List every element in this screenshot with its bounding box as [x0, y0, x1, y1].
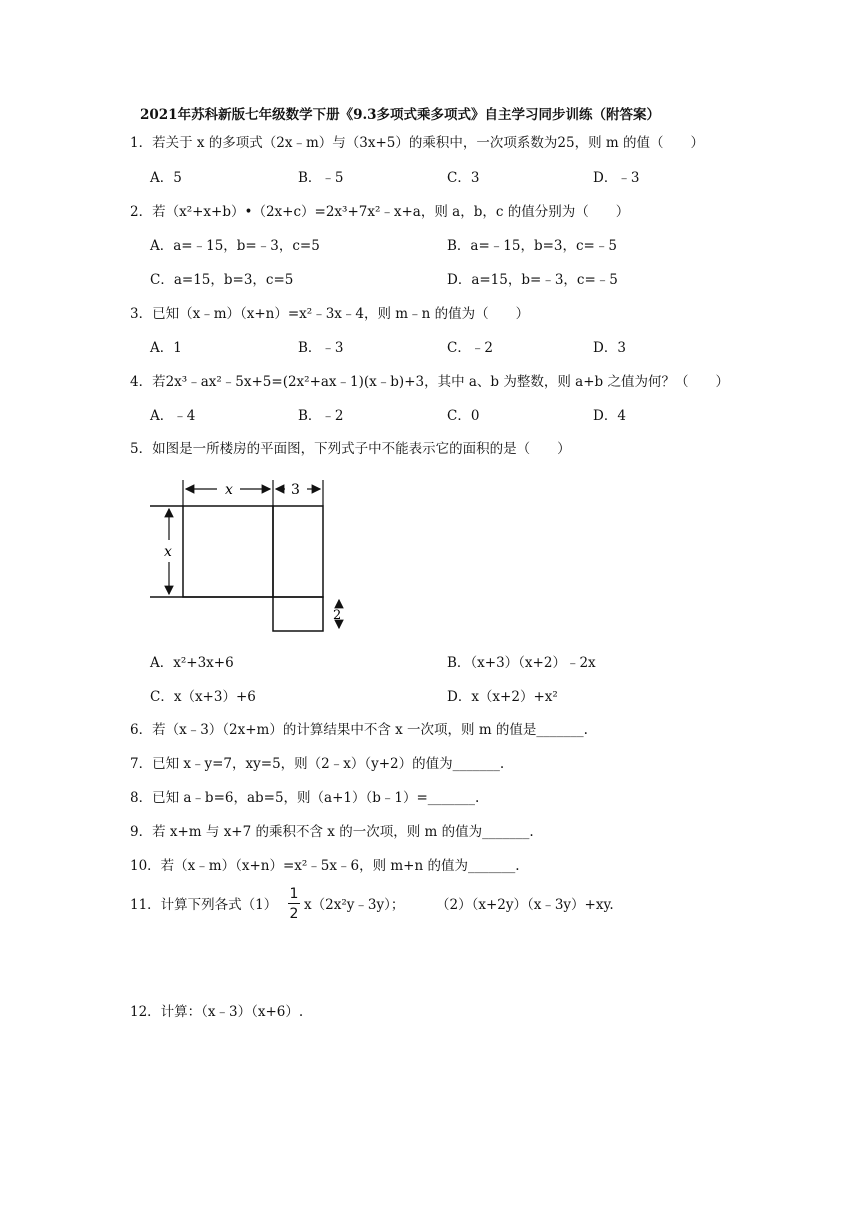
question-3-option-a: A．1: [150, 340, 182, 356]
question-11-prefix: 11．计算下列各式（1）: [130, 897, 278, 913]
question-2-option-c: C．a=15，b=3，c=5: [150, 272, 294, 288]
question-5-stem: 5．如图是一所楼房的平面图，下列式子中不能表示它的面积的是（ ）: [130, 441, 571, 457]
question-4-option-b: B．﹣2: [298, 408, 344, 424]
page-title: 2021年苏科新版七年级数学下册《9.3多项式乘多项式》自主学习同步训练（附答案）: [140, 107, 661, 123]
question-5-option-a: A．x²+3x+6: [150, 655, 234, 671]
dimension-3-label: 3: [291, 482, 300, 498]
question-7: 7．已知 x﹣y=7，xy=5，则（2﹣x）（y+2）的值为_______.: [130, 756, 505, 772]
floor-plan-figure: [150, 476, 350, 636]
question-6: 6．若（x﹣3）（2x+m）的计算结果中不含 x 一次项，则 m 的值是_______.: [130, 722, 588, 738]
question-3-option-d: D．3: [593, 340, 626, 356]
question-9: 9．若 x+m 与 x+7 的乘积不含 x 的一次项，则 m 的值为_______.: [130, 824, 534, 840]
question-1-stem: 1．若关于 x 的多项式（2x﹣m）与（3x+5）的乘积中，一次项系数为25，则 m 的值（ ）: [130, 135, 704, 151]
question-4-option-a: A．﹣4: [150, 408, 196, 424]
dimension-2-label: 2: [333, 608, 342, 623]
question-12: 12．计算：（x﹣3）（x+6）.: [130, 1004, 304, 1020]
question-4-option-c: C．0: [447, 408, 480, 424]
question-3-stem: 3．已知（x﹣m）（x+n）=x²﹣3x﹣4，则 m﹣n 的值为（ ）: [130, 306, 530, 322]
plan-lower-room: [273, 597, 323, 631]
question-5-option-c: C．x（x+3）+6: [150, 689, 256, 705]
question-1-option-a: A．5: [150, 170, 182, 186]
question-1-option-d: D．﹣3: [593, 170, 640, 186]
fraction-bar: [288, 903, 300, 904]
question-11-part1: x（2x²y﹣3y）；: [304, 897, 405, 913]
question-2-option-b: B．a=﹣15，b=3，c=﹣5: [447, 238, 617, 254]
question-5-option-d: D．x（x+2）+x²: [447, 689, 558, 705]
question-4-stem: 4．若2x³﹣ax²﹣5x+5=(2x²+ax﹣1)(x﹣b)+3，其中 a、b 为整数，则 a+b 之值为何？（ ）: [130, 374, 729, 390]
question-2-option-a: A．a=﹣15，b=﹣3，c=5: [150, 238, 320, 254]
dimension-x-top-label: x: [225, 482, 233, 498]
question-11-part2: （2）（x+2y）（x﹣3y）+xy.: [436, 897, 614, 913]
question-8: 8．已知 a﹣b=6，ab=5，则（a+1）（b﹣1）=_______.: [130, 790, 480, 806]
plan-main-room: [183, 506, 273, 597]
dimension-x-left-label: x: [164, 544, 172, 560]
fraction-numerator: 1: [289, 886, 299, 902]
question-4-option-d: D．4: [593, 408, 626, 424]
plan-side-room: [273, 506, 323, 597]
question-3-option-b: B．﹣3: [298, 340, 344, 356]
question-1-option-b: B．﹣5: [298, 170, 344, 186]
question-3-option-c: C．﹣2: [447, 340, 493, 356]
fraction-denominator: 2: [289, 906, 299, 922]
question-10: 10．若（x﹣m）（x+n）=x²﹣5x﹣6，则 m+n 的值为_______.: [130, 858, 520, 874]
question-2-stem: 2．若（x²+x+b）•（2x+c）=2x³+7x²﹣x+a，则 a，b，c 的值分别为（ ）: [130, 204, 630, 220]
question-5-option-b: B．（x+3）（x+2）﹣2x: [447, 655, 596, 671]
question-1-option-c: C．3: [447, 170, 480, 186]
question-2-option-d: D．a=15，b=﹣3，c=﹣5: [447, 272, 618, 288]
